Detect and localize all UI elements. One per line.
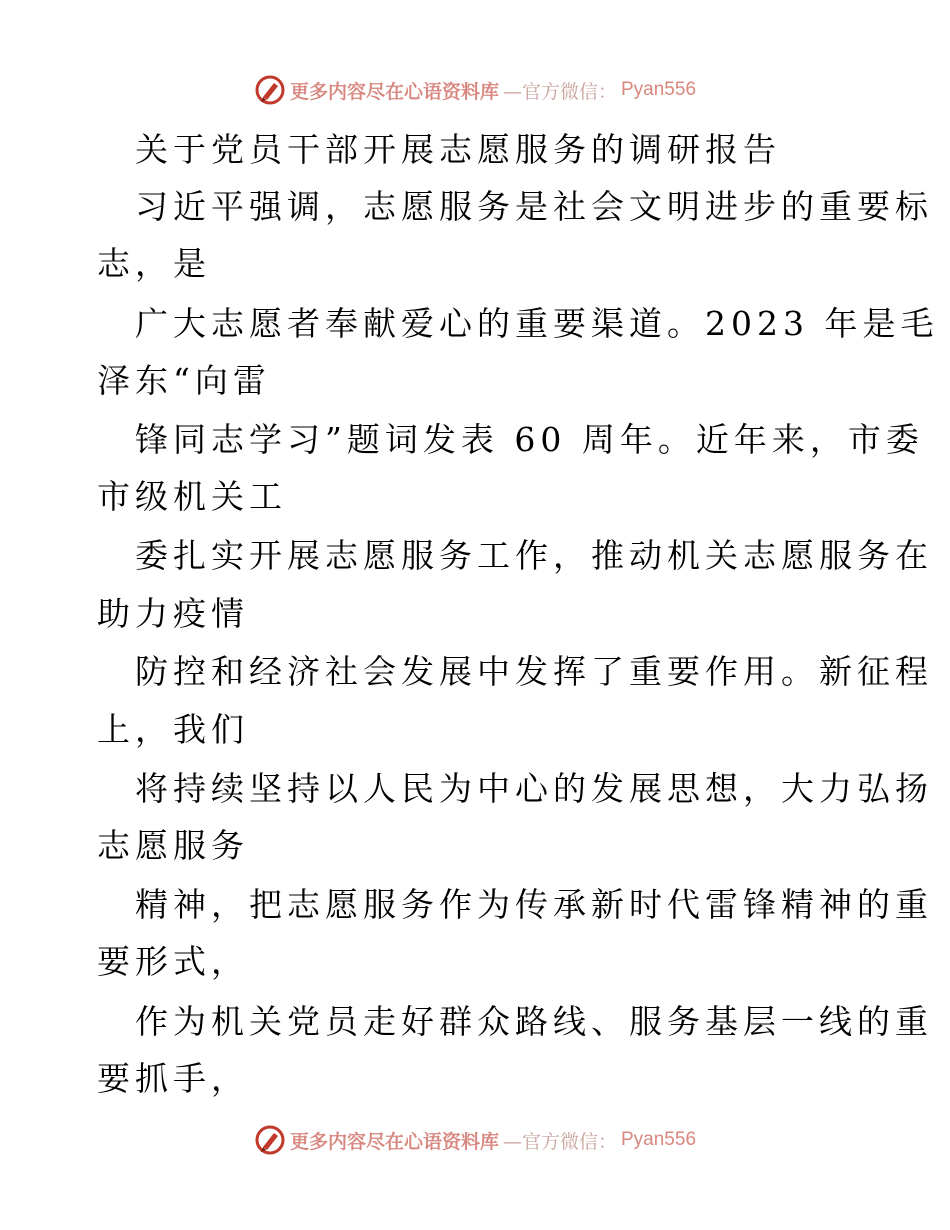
paragraph-line: 精神，把志愿服务作为传承新时代雷锋精神的重 [135, 885, 933, 924]
watermark-text: 更多内容尽在心语资料库 [289, 80, 499, 103]
watermark-group [254, 1124, 696, 1156]
watermark-dash-label: —官方微信： [502, 80, 617, 103]
paragraph-line: 助力疫情 [97, 594, 249, 633]
header-watermark [0, 73, 950, 107]
document-title: 关于党员干部开展志愿服务的调研报告 [135, 130, 781, 169]
pen-badge-icon [254, 1124, 286, 1156]
paragraph-line: 作为机关党员走好群众路线、服务基层一线的重 [135, 1002, 933, 1041]
paragraph-line: 上，我们 [97, 710, 249, 749]
paragraph-line: 防控和经济社会发展中发挥了重要作用。新征程 [135, 652, 933, 691]
pen-badge-icon [254, 74, 286, 106]
footer-watermark [0, 1123, 950, 1157]
watermark-wechat-id: Pyan556 [621, 1129, 697, 1150]
paragraph-line: 要抓手， [97, 1059, 249, 1098]
paragraph-line: 委扎实开展志愿服务工作，推动机关志愿服务在 [135, 536, 933, 575]
paragraph-line: 要形式， [97, 942, 249, 981]
paragraph-line: 广大志愿者奉献爱心的重要渠道。2023 年是毛 [135, 304, 939, 343]
paragraph-line: 泽东“向雷 [97, 361, 271, 400]
watermark-text: 更多内容尽在心语资料库 [289, 1130, 499, 1153]
watermark-wechat-id: Pyan556 [621, 79, 697, 100]
watermark-dash-label: —官方微信： [502, 1130, 617, 1153]
paragraph-line: 志愿服务 [97, 826, 249, 865]
paragraph-line: 志，是 [97, 244, 211, 283]
paragraph-line: 习近平强调，志愿服务是社会文明进步的重要标 [135, 187, 933, 226]
paragraph-line: 将持续坚持以人民为中心的发展思想，大力弘扬 [135, 769, 933, 808]
paragraph-line: 市级机关工 [97, 477, 287, 516]
watermark-group [254, 74, 696, 106]
paragraph-line: 锋同志学习”题词发表 60 周年。近年来，市委 [135, 420, 924, 459]
